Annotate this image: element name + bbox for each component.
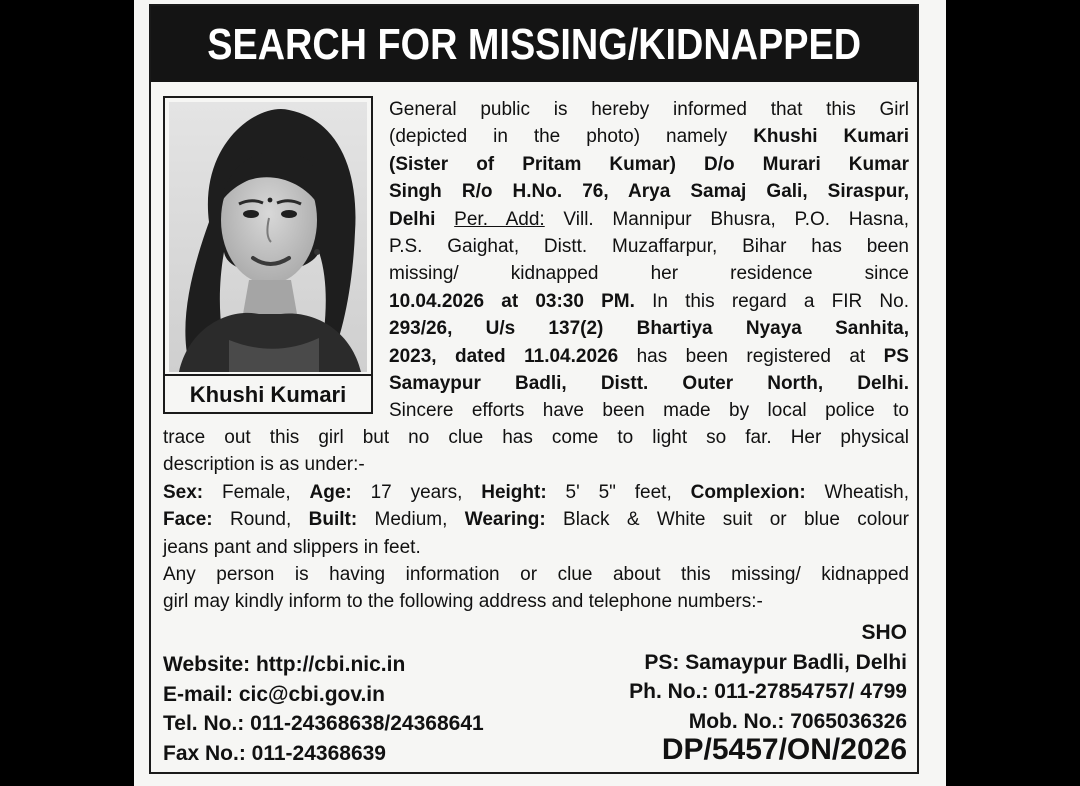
body-line (389, 233, 909, 260)
mobile-line: Mob. No.: 7065036326 (688, 709, 907, 733)
body-line (163, 534, 909, 561)
text: (depicted in the photo) namely (389, 126, 754, 148)
body-line (389, 260, 909, 287)
body-line (389, 206, 909, 233)
field-key: Complexion: (690, 481, 806, 503)
field-key: Built: (308, 509, 358, 531)
fax-line: Fax No.: 011-24368639 (163, 741, 386, 765)
text: trace out this girl but no clue has come to light so far. Her physical (163, 427, 909, 448)
text: General public is hereby informed that this Girl (389, 99, 909, 120)
officer-title: SHO (861, 621, 907, 644)
body-line (389, 370, 909, 397)
text-bold: 293/26, U/s 137(2) Bhartiya Nyaya Sanhita, (389, 318, 909, 340)
notice-title-banner (151, 6, 917, 82)
text-bold: Delhi (389, 208, 436, 230)
text-bold: 2023, dated 11.04.2026 (389, 345, 619, 367)
text: missing/ kidnapped her residence since (389, 263, 909, 285)
text-bold: 10.04.2026 at 03:30 PM. (389, 290, 635, 312)
body-line (163, 588, 909, 615)
contact-info-left (163, 650, 484, 768)
reference-number: DP/5457/ON/2026 (661, 733, 907, 766)
police-station: PS: Samaypur Badli, Delhi (644, 650, 907, 674)
text-bold: Samaypur Badli, Distt. Outer North, Delhi. (389, 372, 909, 394)
field-key: Height: (481, 481, 547, 503)
missing-person-photo (169, 102, 367, 372)
person-name: Khushi Kumari (753, 126, 909, 148)
text: Any person is having information or clue about this missing/ kidnapped (163, 563, 909, 585)
description-line (163, 479, 909, 506)
field-value: Round, (212, 509, 309, 531)
field-key: Age: (309, 481, 352, 503)
field-key: Sex: (163, 481, 204, 503)
description-line (163, 506, 909, 533)
photo-box (163, 96, 373, 414)
notice-title: SEARCH FOR MISSING/KIDNAPPED (207, 20, 861, 69)
text-underlined: Per. Add: (454, 208, 545, 230)
body-line (163, 424, 909, 451)
telephone-line: Tel. No.: 011-24368638/24368641 (163, 712, 484, 735)
body-line (389, 315, 909, 342)
text: Sincere efforts have been made by local police to (389, 400, 909, 422)
text: jeans pant and slippers in feet. (163, 536, 421, 558)
field-value: 5' 5" feet, (546, 481, 691, 503)
text-bold: Singh R/o H.No. 76, Arya Samaj Gali, Siraspur, (389, 181, 909, 203)
field-value: Wheatish, (805, 481, 909, 503)
text: P.S. Gaighat, Distt. Muzaffarpur, Bihar has been (389, 235, 909, 257)
text-bold: (Sister of Pritam Kumar) D/o Murari Kumar (389, 153, 909, 175)
contact-info-right (629, 618, 907, 736)
text: description is as under:- (163, 454, 365, 476)
field-key: Face: (163, 509, 213, 531)
body-line (163, 561, 909, 588)
body-line (389, 397, 909, 424)
body-line (389, 343, 909, 370)
field-value: Medium, (357, 509, 465, 531)
text: girl may kindly inform to the following address and telephone numbers:- (163, 591, 763, 613)
body-line (389, 96, 909, 123)
notice-body-full (163, 424, 909, 616)
text-bold: PS (883, 345, 909, 367)
notice-body-right (389, 96, 909, 425)
phone-line: Ph. No.: 011-27854757/ 4799 (629, 680, 907, 703)
field-value: 17 years, (351, 481, 482, 503)
notice-frame (149, 4, 919, 774)
body-line (389, 288, 909, 315)
newspaper-clipping (134, 0, 946, 786)
field-key: Wearing: (464, 509, 546, 531)
website-line: Website: http://cbi.nic.in (163, 653, 406, 676)
text: In this regard a FIR No. (634, 290, 910, 312)
field-value: Female, (203, 481, 310, 503)
email-line: E-mail: cic@cbi.gov.in (163, 682, 385, 706)
body-line (163, 451, 909, 478)
body-line (389, 151, 909, 178)
body-line (389, 178, 909, 205)
text: Vill. Mannipur Bhusra, P.O. Hasna, (544, 208, 909, 230)
body-line (389, 123, 909, 150)
text: has been registered at (618, 345, 884, 367)
field-value: Black & White suit or blue colour (545, 509, 909, 531)
photo-caption: Khushi Kumari (165, 374, 371, 412)
